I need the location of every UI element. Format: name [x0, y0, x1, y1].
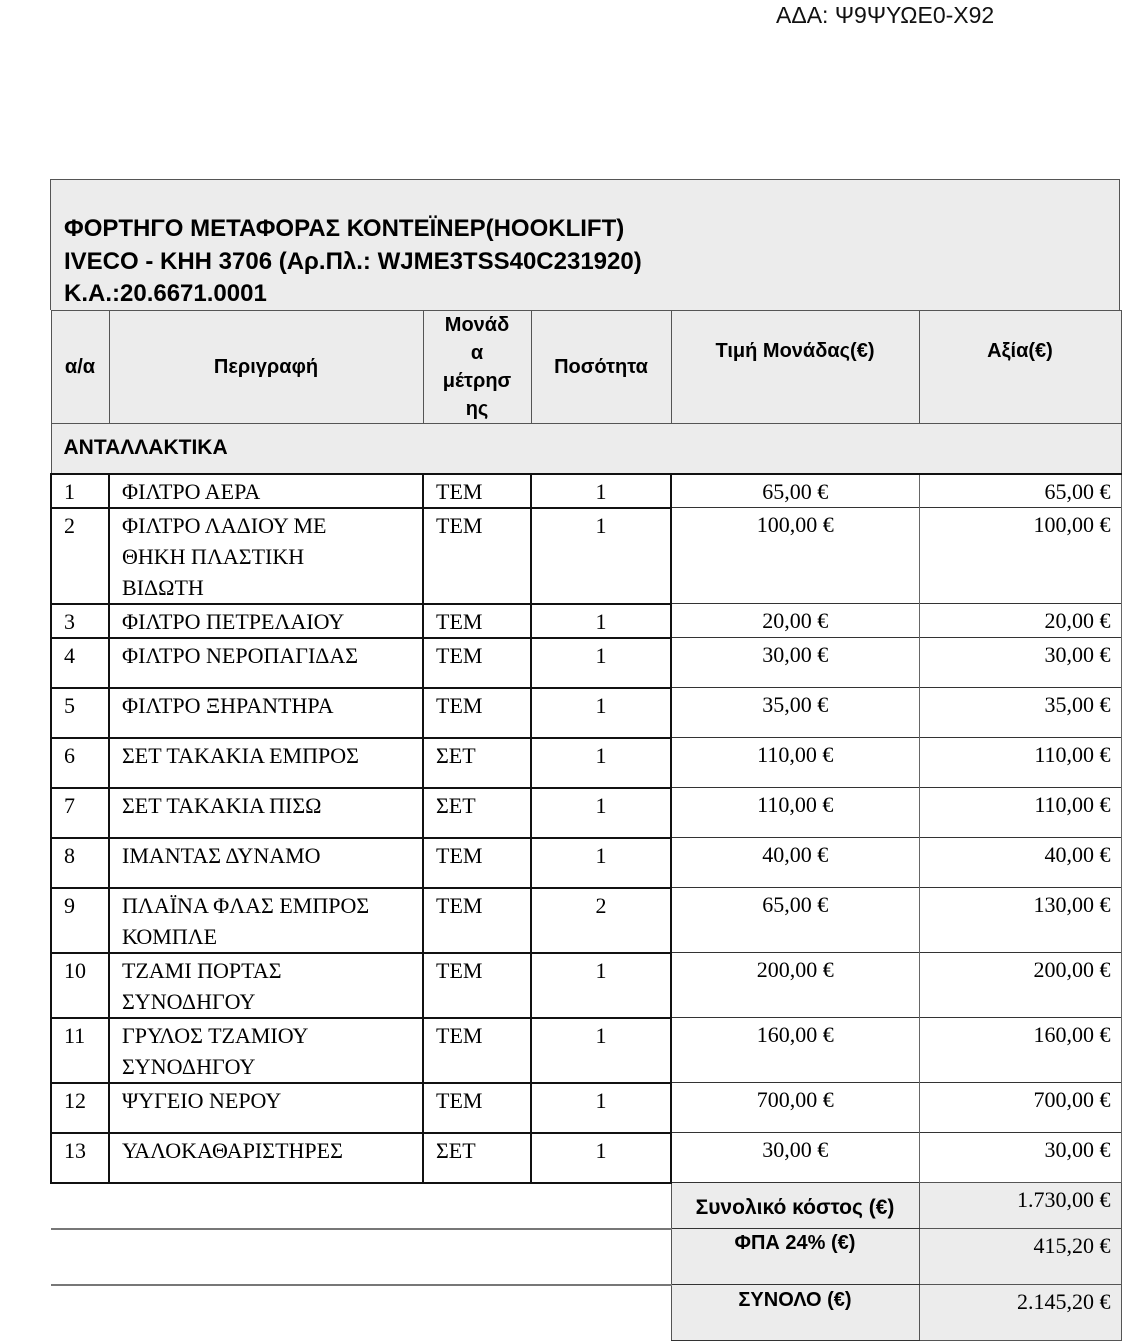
total-value: 2.145,20 €: [919, 1285, 1121, 1341]
table-row: 4 ΦΙΛΤΡΟ ΝΕΡΟΠΑΓΙΔΑΣ ΤΕΜ 1 30,00 € 30,00 €: [51, 638, 1121, 688]
table-row: 6 ΣΕΤ ΤΑΚΑΚΙΑ ΕΜΠΡΟΣ ΣΕΤ 1 110,00 € 110,00 €: [51, 738, 1121, 788]
total-label: ΣΥΝΟΛΟ (€): [671, 1285, 919, 1341]
table-row: 5 ΦΙΛΤΡΟ ΞΗΡΑΝΤΗΡΑ ΤΕΜ 1 35,00 € 35,00 €: [51, 688, 1121, 738]
title-vehicle-plate: IVECO - ΚΗΗ 3706 (Αρ.Πλ.: WJME3TSS40C231920): [64, 247, 642, 275]
vat-label: ΦΠΑ 24% (€): [671, 1229, 919, 1285]
ada-code: ΑΔΑ: Ψ9ΨΥΩΕ0-Χ92: [776, 2, 995, 28]
table-row: 2 ΦΙΛΤΡΟ ΛΑΔΙΟΥ ΜΕ ΘΗΚΗ ΠΛΑΣΤΙΚΗ ΒΙΔΩΤΗ ΤΕΜ 1 100,00 € 100,00 €: [51, 508, 1121, 604]
table-row: 12 ΨΥΓΕΙΟ ΝΕΡΟΥ ΤΕΜ 1 700,00 € 700,00 €: [51, 1083, 1121, 1133]
title-budget-code: Κ.Α.:20.6671.0001: [64, 280, 267, 307]
subtotal-label: Συνολικό κόστος (€): [671, 1183, 919, 1229]
vat-row: [51, 1229, 1121, 1285]
subtotal-row: [51, 1183, 1121, 1229]
table-row: 10 ΤΖΑΜΙ ΠΟΡΤΑΣ ΣΥΝΟΔΗΓΟΥ ΤΕΜ 1 200,00 € 200,00 €: [51, 953, 1121, 1018]
vat-value: 415,20 €: [919, 1229, 1121, 1285]
items-table: [50, 310, 1122, 1341]
quote-sheet: [50, 179, 1120, 1341]
col-header-quantity: Ποσότητα: [531, 311, 671, 424]
table-row: 8 ΙΜΑΝΤΑΣ ΔΥΝΑΜΟ ΤΕΜ 1 40,00 € 40,00 €: [51, 838, 1121, 888]
table-row: 1 ΦΙΛΤΡΟ ΑΕΡΑ ΤΕΜ 1 65,00 € 65,00 €: [51, 474, 1121, 508]
title-block: [50, 179, 1120, 310]
table-header-row: [51, 311, 1121, 424]
table-row: 11 ΓΡΥΛΟΣ ΤΖΑΜΙΟΥ ΣΥΝΟΔΗΓΟΥ ΤΕΜ 1 160,00 € 160,00 €: [51, 1018, 1121, 1083]
col-header-value: Αξία(€): [919, 311, 1121, 424]
col-header-index: α/α: [51, 311, 109, 424]
col-header-description: Περιγραφή: [109, 311, 423, 424]
total-row: [51, 1285, 1121, 1341]
section-row: [51, 424, 1121, 474]
col-header-unit: Μονάδ α μέτρησ ης: [423, 311, 531, 424]
col-header-unit-price: Τιμή Μονάδας(€): [671, 311, 919, 424]
table-row: 13 ΥΑΛΟΚΑΘΑΡΙΣΤΗΡΕΣ ΣΕΤ 1 30,00 € 30,00 €: [51, 1133, 1121, 1183]
title-vehicle-type: ΦΟΡΤΗΓΟ ΜΕΤΑΦΟΡΑΣ ΚΟΝΤΕΪΝΕΡ(HOOKLIFT): [64, 215, 625, 242]
subtotal-value: 1.730,00 €: [919, 1183, 1121, 1229]
table-row: 3 ΦΙΛΤΡΟ ΠΕΤΡΕΛΑΙΟΥ ΤΕΜ 1 20,00 € 20,00 €: [51, 604, 1121, 638]
table-row: 7 ΣΕΤ ΤΑΚΑΚΙΑ ΠΙΣΩ ΣΕΤ 1 110,00 € 110,00 €: [51, 788, 1121, 838]
table-row: 9 ΠΛΑΪΝΑ ΦΛΑΣ ΕΜΠΡΟΣ ΚΟΜΠΛΕ ΤΕΜ 2 65,00 € 130,00 €: [51, 888, 1121, 953]
section-label: ΑΝΤΑΛΛΑΚΤΙΚΑ: [51, 424, 1121, 474]
